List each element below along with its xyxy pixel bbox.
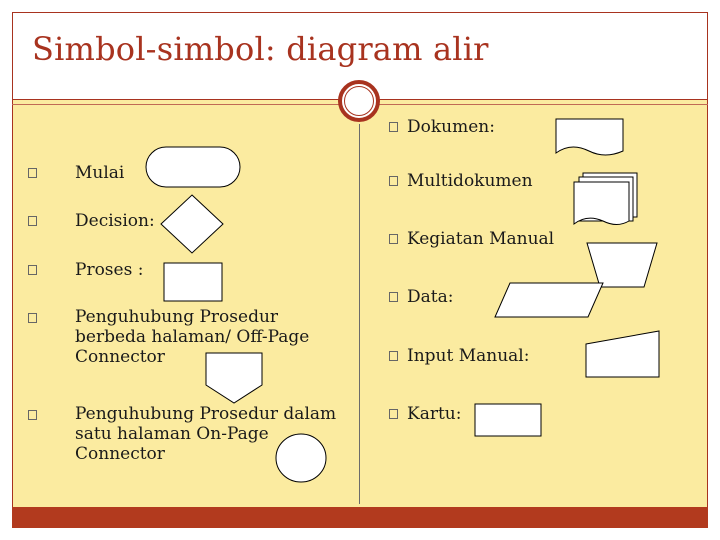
item-onpage-line-1: Penguhubung Prosedur dalam — [75, 404, 337, 424]
item-data-label: Data: — [407, 287, 454, 307]
item-offpage-line-1: Penguhubung Prosedur — [75, 307, 279, 327]
item-decision-label: Decision: — [75, 211, 155, 231]
bullet-icon — [389, 351, 398, 361]
multidocument-symbol — [573, 172, 639, 230]
bullet-icon — [28, 216, 37, 226]
title-ornament-inner-circle — [344, 86, 374, 116]
item-kegiatan-manual-label: Kegiatan Manual — [407, 229, 555, 249]
bullet-icon — [389, 292, 398, 302]
item-proses-label: Proses : — [75, 260, 144, 280]
decision-symbol — [160, 194, 224, 254]
bullet-icon — [28, 168, 37, 178]
item-offpage-line-2: berbeda halaman/ Off-Page — [75, 327, 310, 347]
item-offpage-label — [75, 307, 309, 367]
item-offpage-line-3: Connector — [75, 347, 165, 367]
bullet-icon — [389, 122, 398, 132]
item-onpage-line-2: satu halaman On-Page — [75, 424, 269, 444]
bullet-icon — [389, 176, 398, 186]
column-divider — [359, 124, 360, 504]
item-kartu-label: Kartu: — [407, 404, 462, 424]
manual-input-symbol — [585, 330, 660, 378]
slide-title: Simbol-simbol: diagram alir — [32, 30, 489, 68]
item-dokumen-label: Dokumen: — [407, 117, 495, 137]
footer-bar — [12, 507, 708, 528]
item-multidokumen-label: Multidokumen — [407, 171, 533, 191]
bullet-icon — [28, 410, 37, 420]
bullet-icon — [28, 313, 37, 323]
item-onpage-line-3: Connector — [75, 444, 165, 464]
process-symbol — [163, 262, 223, 302]
data-io-symbol — [494, 282, 604, 318]
offpage-connector-symbol — [205, 352, 263, 404]
bullet-icon — [28, 265, 37, 275]
document-symbol — [555, 118, 625, 160]
item-mulai-label: Mulai — [75, 163, 125, 183]
card-symbol — [474, 403, 542, 437]
onpage-connector-symbol — [274, 432, 328, 484]
bullet-icon — [389, 409, 398, 419]
item-input-manual-label: Input Manual: — [407, 346, 530, 366]
terminator-symbol — [145, 146, 241, 188]
bullet-icon — [389, 234, 398, 244]
